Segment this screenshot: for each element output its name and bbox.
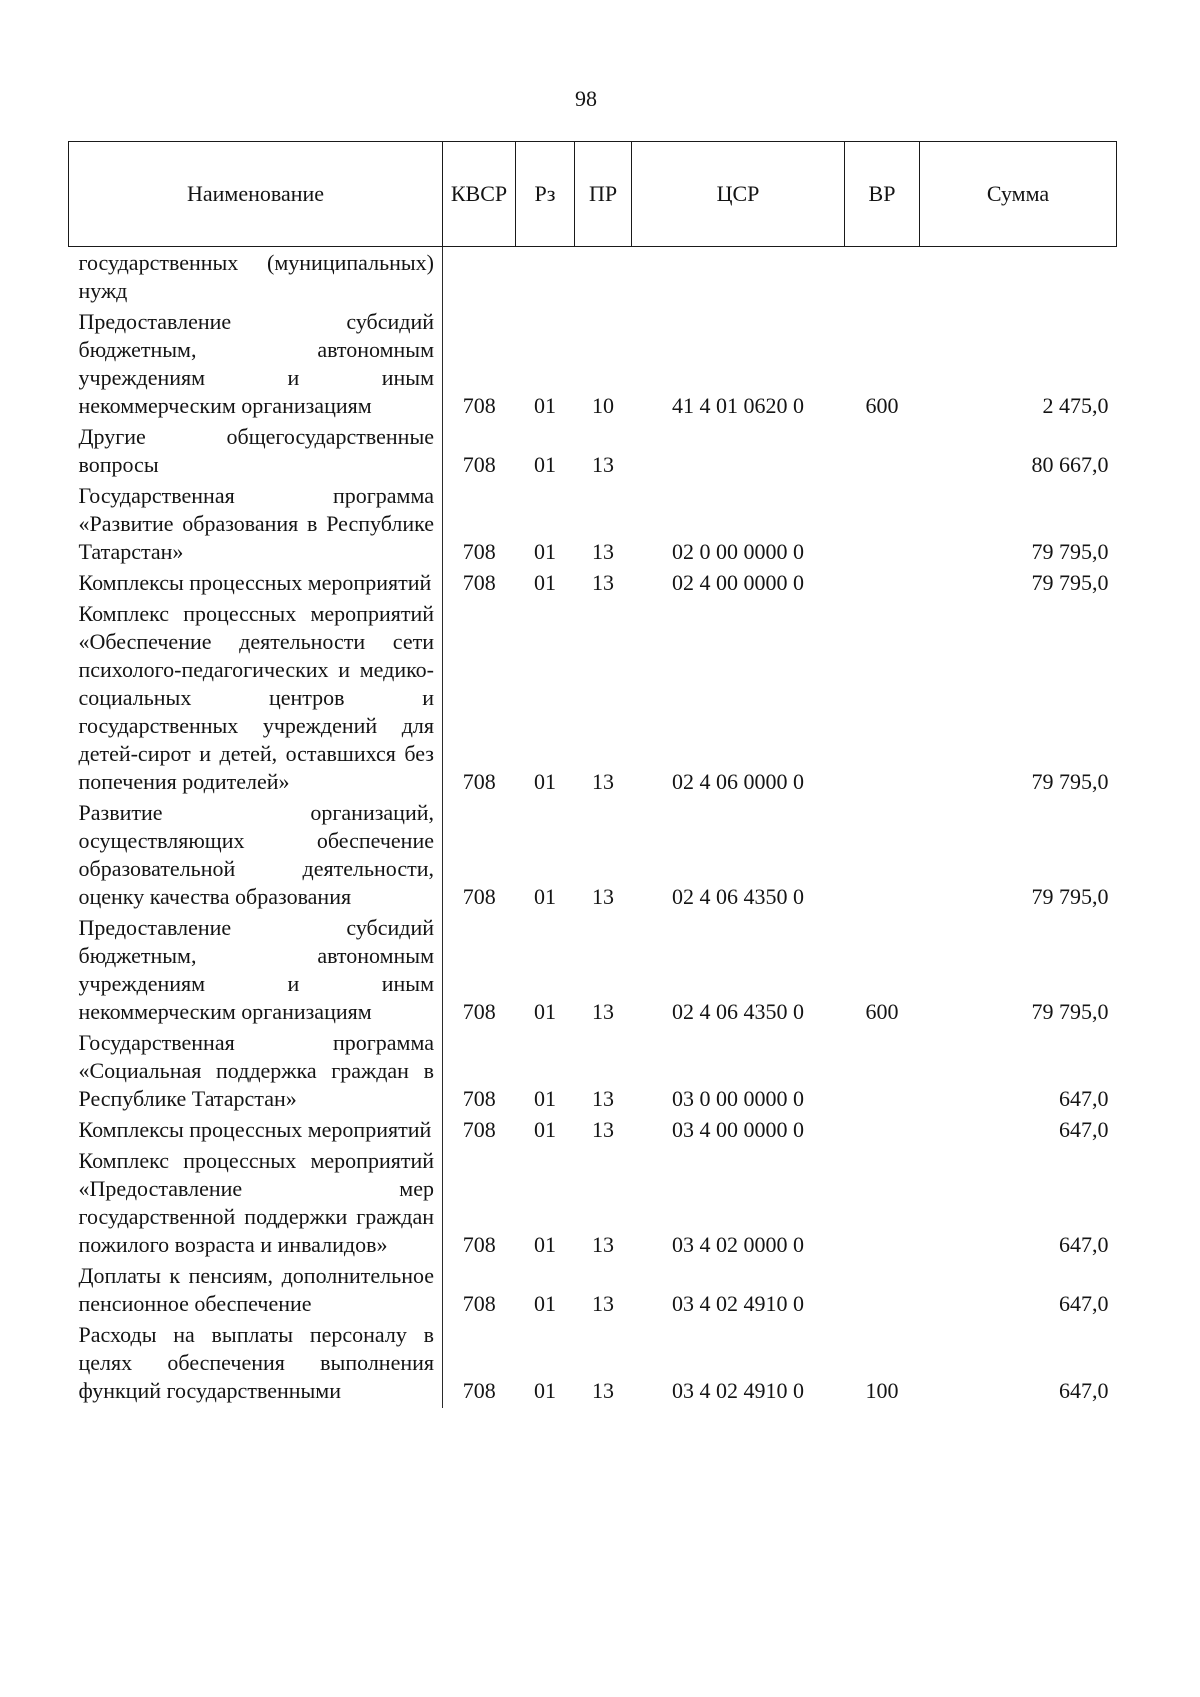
row-kvsr: 708: [462, 1232, 496, 1257]
row-sum: 79 795,0: [1031, 999, 1109, 1024]
row-csr: 03 4 02 0000 0: [672, 1232, 804, 1257]
row-rz: 01: [534, 884, 556, 909]
table-body: [69, 247, 1117, 1409]
row-vr: 600: [865, 999, 899, 1024]
row-name: Комплекс процессных мероприятий «Предоставление мер государственной поддержки граждан пожилого возраста и инвалидов»: [69, 1147, 443, 1262]
row-csr: 02 0 00 0000 0: [672, 539, 804, 564]
row-rz: 01: [534, 769, 556, 794]
table-row: [69, 1321, 1117, 1408]
row-kvsr: 708: [462, 570, 496, 595]
row-name: Государственная программа «Развитие образования в Республике Татарстан»: [69, 482, 443, 569]
row-vr: [845, 799, 920, 914]
row-sum: 79 795,0: [1031, 539, 1109, 564]
table-row: [69, 914, 1117, 1029]
row-sum: 647,0: [1059, 1086, 1109, 1111]
row-csr: 03 4 02 4910 0: [672, 1378, 804, 1403]
row-csr: 02 4 06 4350 0: [672, 884, 804, 909]
header-pr: ПР: [575, 142, 632, 247]
row-sum: 79 795,0: [1031, 570, 1109, 595]
row-vr: 100: [865, 1378, 899, 1403]
row-pr: 13: [592, 999, 614, 1024]
row-pr: 13: [592, 570, 614, 595]
budget-table: [68, 141, 1117, 1408]
row-kvsr: 708: [462, 452, 496, 477]
row-csr: 03 4 00 0000 0: [672, 1117, 804, 1142]
row-pr: 13: [592, 1232, 614, 1257]
row-csr: 02 4 06 0000 0: [672, 769, 804, 794]
row-pr: 13: [592, 1086, 614, 1111]
header-csr: ЦСР: [632, 142, 845, 247]
row-sum: 79 795,0: [1031, 884, 1109, 909]
row-vr: [845, 569, 920, 600]
row-kvsr: 708: [462, 769, 496, 794]
row-kvsr: 708: [462, 1117, 496, 1142]
row-rz: 01: [534, 999, 556, 1024]
row-kvsr: 708: [462, 999, 496, 1024]
table-row: [69, 799, 1117, 914]
table-row: [69, 1029, 1117, 1116]
row-kvsr: 708: [462, 1291, 496, 1316]
row-vr: [845, 600, 920, 799]
header-row: [69, 142, 1117, 247]
row-sum: 79 795,0: [1031, 769, 1109, 794]
header-rz: Рз: [516, 142, 575, 247]
row-kvsr: 708: [462, 539, 496, 564]
table-row: [69, 600, 1117, 799]
row-vr: [845, 1147, 920, 1262]
row-rz: 01: [534, 452, 556, 477]
row-vr: [845, 1029, 920, 1116]
row-csr: 03 0 00 0000 0: [672, 1086, 804, 1111]
table-row: [69, 423, 1117, 482]
row-csr: 02 4 06 4350 0: [672, 999, 804, 1024]
row-sum: 647,0: [1059, 1378, 1109, 1403]
row-name: Доплаты к пенсиям, дополнительное пенсионное обеспечение: [69, 1262, 443, 1321]
table-row: [69, 1147, 1117, 1262]
row-csr: 02 4 00 0000 0: [672, 570, 804, 595]
row-csr: [632, 247, 845, 309]
row-name: Комплексы процессных мероприятий: [69, 569, 443, 600]
row-csr: 03 4 02 4910 0: [672, 1291, 804, 1316]
row-pr: [575, 247, 632, 309]
row-pr: 13: [592, 1378, 614, 1403]
row-rz: 01: [534, 1291, 556, 1316]
page-number: 98: [575, 86, 597, 111]
row-pr: 13: [592, 452, 614, 477]
row-vr: [845, 482, 920, 569]
row-kvsr: 708: [462, 1378, 496, 1403]
row-name: Государственная программа «Социальная поддержка граждан в Республике Татарстан»: [69, 1029, 443, 1116]
row-sum: [920, 247, 1117, 309]
row-name: Комплексы процессных мероприятий: [69, 1116, 443, 1147]
row-sum: 647,0: [1059, 1291, 1109, 1316]
table-row: [69, 1262, 1117, 1321]
row-name: Предоставление субсидий бюджетным, автономным учреждениям и иным некоммерческим организациям: [69, 914, 443, 1029]
row-vr: 600: [865, 393, 899, 418]
row-rz: 01: [534, 393, 556, 418]
budget-table-container: [68, 141, 1116, 1408]
header-name: Наименование: [69, 142, 443, 247]
row-name: Предоставление субсидий бюджетным, автономным учреждениям и иным некоммерческим организациям: [69, 308, 443, 423]
row-name: Комплекс процессных мероприятий «Обеспечение деятельности сети психолого-педагогических и медико-социальных центров и государственных учреждений для детей-сирот и детей, оставшихся без попечения родителей»: [69, 600, 443, 799]
row-name: Развитие организаций, осуществляющих обеспечение образовательной деятельности, оценку качества образования: [69, 799, 443, 914]
row-rz: 01: [534, 570, 556, 595]
row-csr: [632, 423, 845, 482]
row-vr: [845, 1262, 920, 1321]
row-vr: [845, 247, 920, 309]
table-row: [69, 247, 1117, 309]
row-rz: 01: [534, 1232, 556, 1257]
row-rz: 01: [534, 539, 556, 564]
row-sum: 2 475,0: [1042, 393, 1109, 418]
table-row: [69, 1116, 1117, 1147]
row-pr: 13: [592, 539, 614, 564]
row-rz: 01: [534, 1117, 556, 1142]
row-sum: 647,0: [1059, 1232, 1109, 1257]
row-pr: 10: [592, 393, 614, 418]
row-pr: 13: [592, 884, 614, 909]
row-kvsr: 708: [462, 884, 496, 909]
table-row: [69, 308, 1117, 423]
table-header: [69, 142, 1117, 247]
row-sum: 80 667,0: [1031, 452, 1109, 477]
row-pr: 13: [592, 1291, 614, 1316]
row-sum: 647,0: [1059, 1117, 1109, 1142]
row-kvsr: [443, 247, 516, 309]
row-csr: 41 4 01 0620 0: [672, 393, 804, 418]
row-name: Другие общегосударственные вопросы: [69, 423, 443, 482]
row-rz: 01: [534, 1086, 556, 1111]
row-vr: [845, 423, 920, 482]
row-pr: 13: [592, 1117, 614, 1142]
row-vr: [845, 1116, 920, 1147]
header-vr: ВР: [845, 142, 920, 247]
row-pr: 13: [592, 769, 614, 794]
header-sum: Сумма: [920, 142, 1117, 247]
row-rz: 01: [534, 1378, 556, 1403]
row-rz: [516, 247, 575, 309]
row-name: государственных (муниципальных) нужд: [69, 247, 443, 309]
table-row: [69, 569, 1117, 600]
row-kvsr: 708: [462, 393, 496, 418]
row-kvsr: 708: [462, 1086, 496, 1111]
header-kvsr: КВСР: [443, 142, 516, 247]
table-row: [69, 482, 1117, 569]
row-name: Расходы на выплаты персоналу в целях обеспечения выполнения функций государственными: [69, 1321, 443, 1408]
